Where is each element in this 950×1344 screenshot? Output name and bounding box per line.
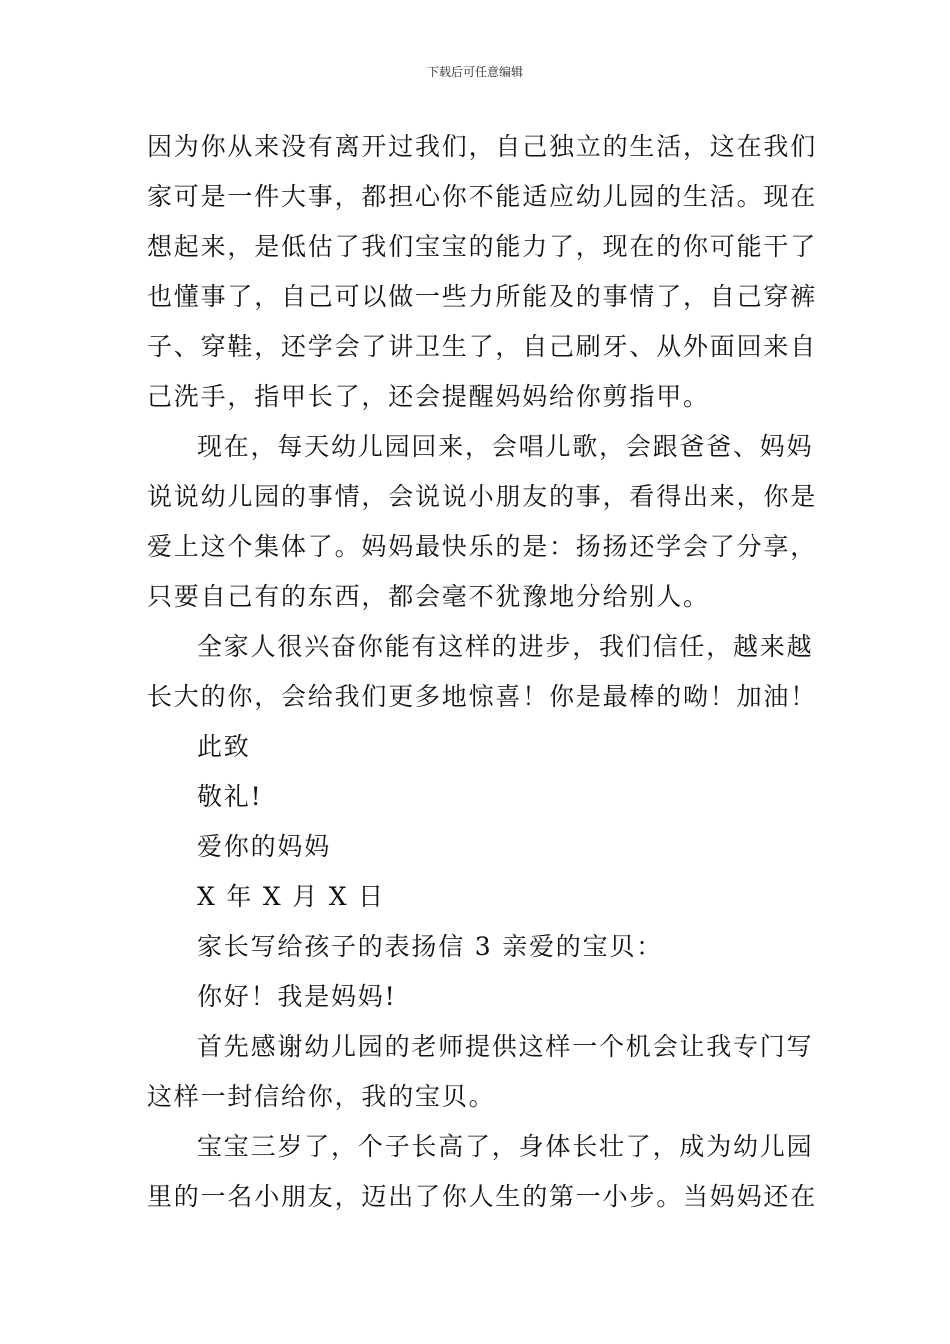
paragraph-0-line-4: 子、穿鞋，还学会了讲卫生了，自己刷牙、从外面回来自 — [147, 332, 818, 361]
paragraph-9-line-0: 首先感谢幼儿园的老师提供这样一个机会让我专门写 — [197, 1032, 814, 1061]
letter-body — [147, 122, 818, 1222]
paragraph-5-line-0: 爱你的妈妈 — [197, 832, 332, 861]
paragraph-1-line-2: 爱上这个集体了。妈妈最快乐的是：扬扬还学会了分享， — [147, 532, 818, 561]
paragraph-9-line-1: 这样一封信给你，我的宝贝。 — [147, 1082, 496, 1111]
paragraph-10-line-1: 里的一名小朋友，迈出了你人生的第一小步。当妈妈还在 — [147, 1182, 818, 1211]
paragraph-1-line-3: 只要自己有的东西，都会毫不犹豫地分给别人。 — [147, 582, 710, 611]
paragraph-0-line-2: 想起来，是低估了我们宝宝的能力了，现在的你可能干了 — [147, 232, 818, 261]
paragraph-10-line-0: 宝宝三岁了，个子长高了，身体长壮了，成为幼儿园 — [197, 1132, 814, 1161]
paragraph-0-line-5: 己洗手，指甲长了，还会提醒妈妈给你剪指甲。 — [147, 382, 710, 411]
paragraph-2-line-1: 长大的你，会给我们更多地惊喜！你是最棒的呦！加油！ — [147, 682, 818, 711]
paragraph-3-line-0: 此致 — [197, 732, 251, 761]
paragraph-7-line-0: 家长写给孩子的表扬信 3 亲爱的宝贝： — [197, 932, 664, 961]
paragraph-1-line-0: 现在，每天幼儿园回来，会唱儿歌，会跟爸爸、妈妈 — [197, 432, 814, 461]
paragraph-2-line-0: 全家人很兴奋你能有这样的进步，我们信任，越来越 — [197, 632, 814, 661]
paragraph-0-line-3: 也懂事了，自己可以做一些力所能及的事情了，自己穿裤 — [147, 282, 818, 311]
page-header-note: 下载后可任意编辑 — [426, 65, 523, 79]
paragraph-0-line-1: 家可是一件大事，都担心你不能适应幼儿园的生活。现在 — [147, 182, 818, 211]
paragraph-8-line-0: 你好！我是妈妈! — [197, 982, 397, 1011]
paragraph-0-line-0: 因为你从来没有离开过我们，自己独立的生活，这在我们 — [147, 132, 818, 161]
paragraph-4-line-0: 敬礼! — [197, 782, 263, 811]
paragraph-1-line-1: 说说幼儿园的事情，会说说小朋友的事，看得出来，你是 — [147, 482, 818, 511]
paragraph-6-line-0: X 年 X 月 X 日 — [197, 882, 385, 911]
